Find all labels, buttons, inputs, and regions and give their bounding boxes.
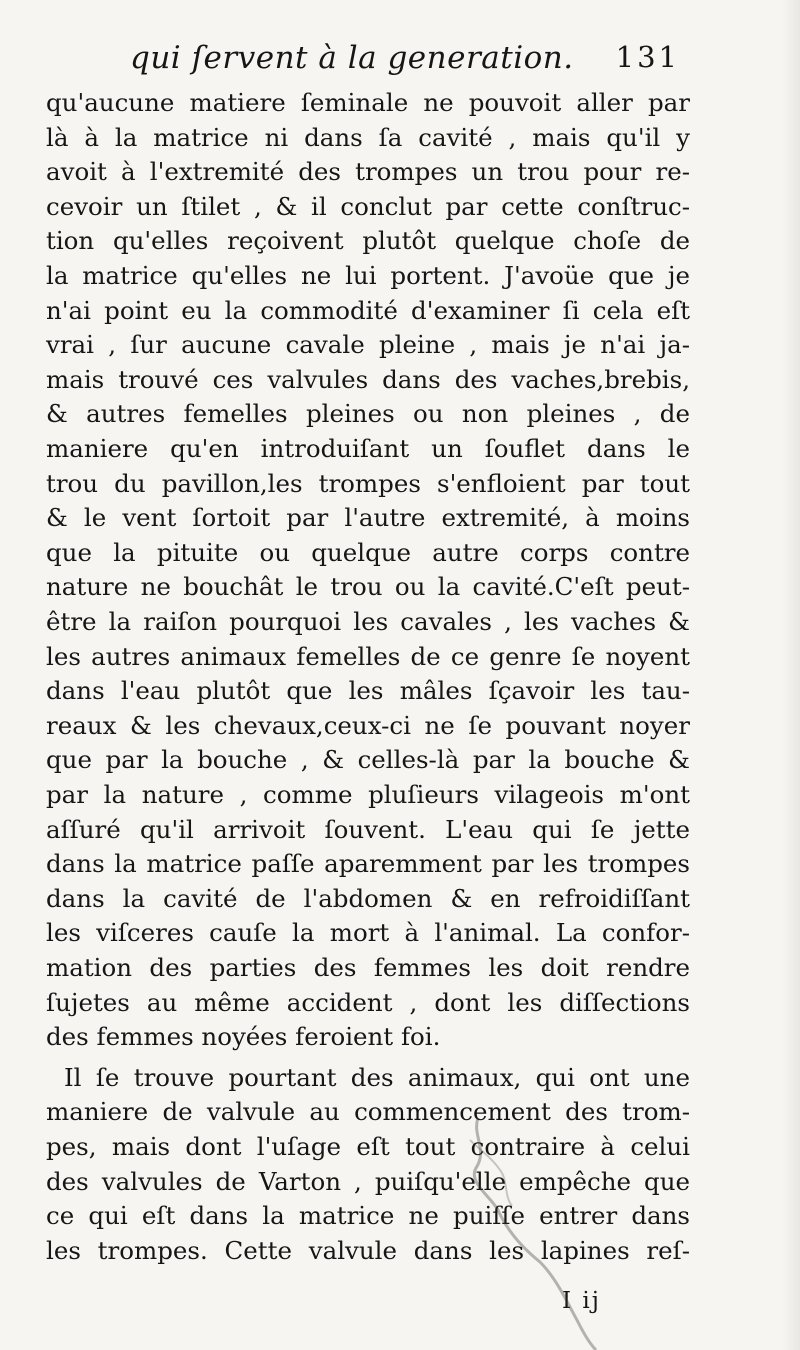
text-line: avoit à l'extremité des trompes un trou pour re- [46,157,690,187]
text-line: ce qui eſt dans la matrice ne puiſſe entrer dans [46,1201,690,1231]
text-line: des femmes noyées feroient foi. [46,1022,441,1052]
text-line: par la nature , comme pluſieurs vilageois m'ont [46,780,690,809]
text-line: reaux & les chevaux,ceux-ci ne ſe pouvant noyer [46,710,690,740]
text-line: mation des parties des femmes les doit rendre [46,953,690,982]
running-head-title: qui ſervent à la generation. [130,40,574,76]
text-line: dans la cavité de l'abdomen & en refroidiſſant [46,883,690,913]
text-line: qu'aucune matiere ſeminale ne pouvoit aller par [46,88,690,117]
text-line: aſſuré qu'il arrivoit ſouvent. L'eau qui ſe jette [46,814,690,844]
text-line: des valvules de Varton , puiſqu'elle empêche que [46,1166,690,1196]
text-line: nature ne bouchât le trou ou la cavité.C'eſt peut- [46,572,690,602]
text-line: tion qu'elles reçoivent plutôt quelque choſe de [46,226,690,256]
text-line: maniere qu'en introduiſant un ſouflet dans le [46,434,690,463]
text-line: cevoir un ſtilet , & il conclut par cette conſtruc- [46,191,690,221]
text-line: dans l'eau plutôt que les mâles ſçavoir les tau- [46,676,690,706]
text-line: être la raiſon pourquoi les cavales , les vaches & [46,607,690,636]
text-line: n'ai point eu la commodité d'examiner ſi cela eſt [46,295,690,325]
text-line: dans la matrice paſſe aparemment par les trompes [46,849,690,879]
text-line: trou du pavillon,les trompes s'enfloient par tout [46,468,690,498]
text-line: maniere de valvule au commencement des trom- [46,1097,690,1127]
signature-mark: I ij [562,1288,601,1314]
running-head [130,40,680,80]
text-line: pes, mais dont l'uſage eſt tout contraire à celui [46,1132,690,1161]
page-edge-shadow [782,0,800,1350]
text-line: & autres femelles pleines ou non pleines , de [46,399,690,429]
page-number: 131 [615,40,680,74]
text-line: les autres animaux femelles de ce genre ſe noyent [46,641,690,671]
text-line: les viſceres cauſe la mort à l'animal. La confor- [46,918,690,948]
text-line: là à la matrice ni dans ſa cavité , mais qu'il y [46,122,690,152]
text-line: ſujetes au même accident , dont les diſſections [46,987,690,1017]
text-line: que la pituite ou quelque autre corps contre [46,537,690,567]
text-line: vrai , ſur aucune cavale pleine , mais je n'ai ja- [46,330,690,360]
text-line: & le vent ſortoit par l'autre extremité, à moins [46,503,690,533]
text-line: mais trouvé ces valvules dans des vaches,brebis, [46,364,690,394]
text-line: Il ſe trouve pourtant des animaux, qui ont une [64,1062,690,1092]
text-line: que par la bouche , & celles-là par la bouche & [46,745,690,775]
text-line: la matrice qu'elles ne lui portent. J'avoüe que je [46,261,690,290]
text-line: les trompes. Cette valvule dans les lapines reſ- [46,1235,690,1265]
